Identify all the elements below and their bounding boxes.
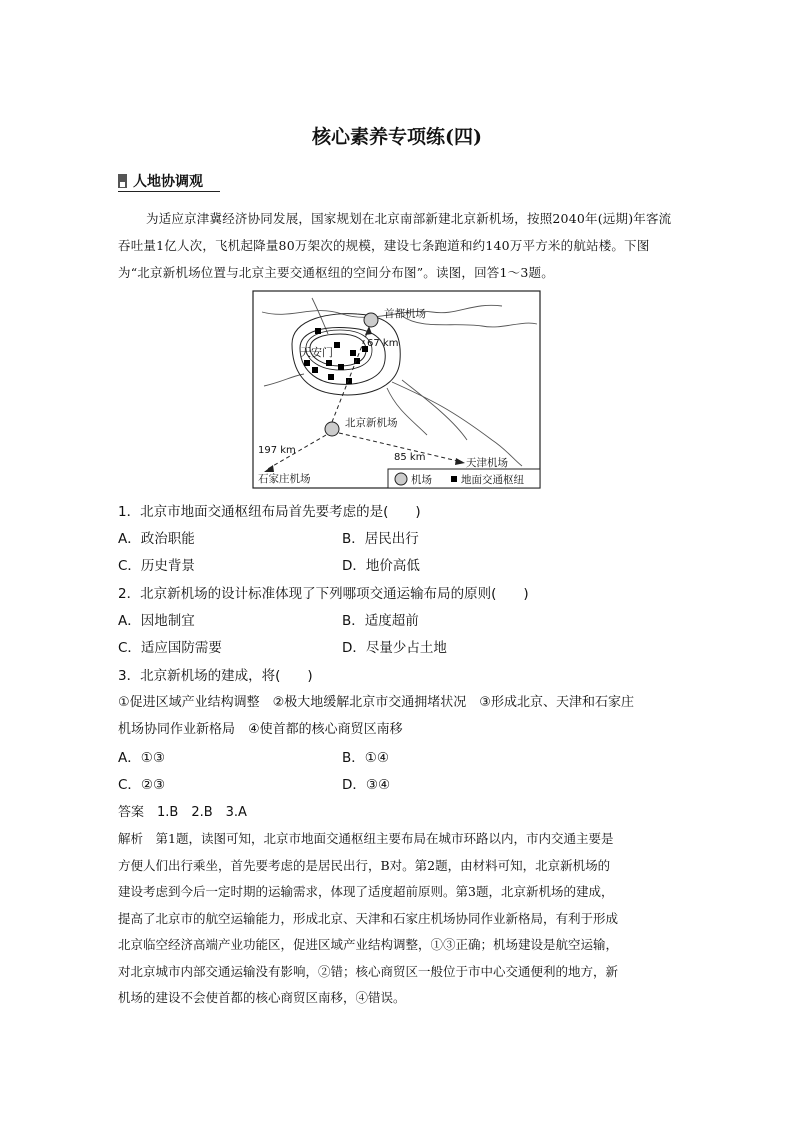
question-1-option-b: B．居民出行 [342, 531, 419, 547]
airport-icon [364, 313, 378, 327]
question-2-option-a: A．因地制宜 [118, 613, 195, 629]
question-1-stem: 1．北京市地面交通枢纽布局首先要考虑的是( ) [118, 504, 421, 520]
section-underline [118, 191, 220, 192]
distance-shijiazhuang-label: 197 km [258, 445, 296, 456]
analysis-line: 建设考虑到今后一定时期的运输需求，体现了适度超前原则。第3题，北京新机场的建成， [118, 884, 614, 899]
legend-hub-icon [451, 476, 457, 482]
legend-airport-label: 机场 [411, 474, 432, 486]
transport-hub-icon [304, 360, 310, 366]
question-1-option-a: A．政治职能 [118, 531, 195, 547]
transport-hub-icon [350, 350, 356, 356]
section-marker-icon [118, 174, 127, 188]
question-3-option-d: D．③④ [342, 777, 391, 793]
question-2-option-b: B．适度超前 [342, 613, 419, 629]
analysis-line: 机场的建设不会使首都的核心商贸区南移，④错误。 [118, 990, 406, 1005]
analysis-line: 对北京城市内部交通运输没有影响，②错；核心商贸区一般位于市中心交通便利的地方，新 [118, 963, 619, 979]
transport-hub-icon [326, 360, 332, 366]
question-1-option-d: D．地价高低 [342, 558, 420, 574]
analysis-line: 北京临空经济高端产业功能区，促进区域产业结构调整，①③正确；机场建设是航空运输， [118, 937, 619, 952]
question-3-option-a: A．①③ [118, 750, 165, 766]
new-airport-label: 北京新机场 [345, 417, 398, 429]
tiananmen-label: 天安门 [300, 346, 333, 359]
question-2-option-d: D．尽量少占土地 [342, 640, 447, 656]
question-1-option-c: C．历史背景 [118, 558, 195, 574]
question-3-statements-line-2: 机场协同作业新格局 ④使首都的核心商贸区南移 [118, 722, 403, 737]
tianjin-airport-label: 天津机场 [466, 457, 508, 469]
transport-hub-icon [346, 378, 352, 384]
answer-line: 答案 1.B 2.B 3.A [118, 805, 247, 820]
distance-capital-label: 67 km [367, 338, 399, 349]
beijing-airport-map [252, 290, 541, 489]
intro-paragraph [118, 205, 678, 286]
analysis-line: 方便人们出行乘坐，首先要考虑的是居民出行，B对。第2题，由材料可知，北京新机场的 [118, 857, 611, 873]
question-3-statements-line-1: ①促进区域产业结构调整 ②极大地缓解北京市交通拥堵状况 ③形成北京、天津和石家庄 [118, 695, 634, 710]
legend-airport-icon [395, 473, 407, 485]
question-3-option-c: C．②③ [118, 777, 166, 793]
transport-hub-icon [315, 328, 321, 334]
transport-hub-icon [328, 374, 334, 380]
transport-hub-icon [338, 364, 344, 370]
capital-airport-label: 首都机场 [384, 308, 426, 320]
legend-hub-label: 地面交通枢纽 [461, 474, 524, 486]
transport-hub-icon [312, 367, 318, 373]
analysis-block [118, 826, 683, 1012]
section-label: 人地协调观 [133, 174, 203, 190]
transport-hub-icon [334, 342, 340, 348]
new-airport-icon [325, 422, 339, 436]
question-2-stem: 2．北京新机场的设计标准体现了下列哪项交通运输布局的原则( ) [118, 586, 529, 602]
question-3-stem: 3．北京新机场的建成，将( ) [118, 668, 313, 684]
question-2-option-c: C．适应国防需要 [118, 640, 222, 656]
distance-tianjin-label: 85 km [394, 452, 426, 463]
analysis-line: 提高了北京市的航空运输能力，形成北京、天津和石家庄机场协同作业新格局，有利于形成 [118, 910, 619, 926]
shijiazhuang-airport-label: 石家庄机场 [258, 473, 311, 485]
page-title: 核心素养专项练(四) [312, 126, 482, 148]
question-3-option-b: B．①④ [342, 750, 389, 766]
intro-text: 为适应京津冀经济协同发展，国家规划在北京南部新建北京新机场，按照2040年(远期)年客流吞吐量1亿人次，飞机起降量80万架次的规模，建设七条跑道和约140万平方米的航站楼。下图为“北京新机场位置与北京主要交通枢纽的空间分布图”。读图，回答1～3题。 [118, 211, 672, 280]
analysis-line: 解析 第1题，读图可知，北京市地面交通枢纽主要布局在城市环路以内，市内交通主要是 [118, 831, 614, 846]
section-heading [118, 171, 220, 191]
